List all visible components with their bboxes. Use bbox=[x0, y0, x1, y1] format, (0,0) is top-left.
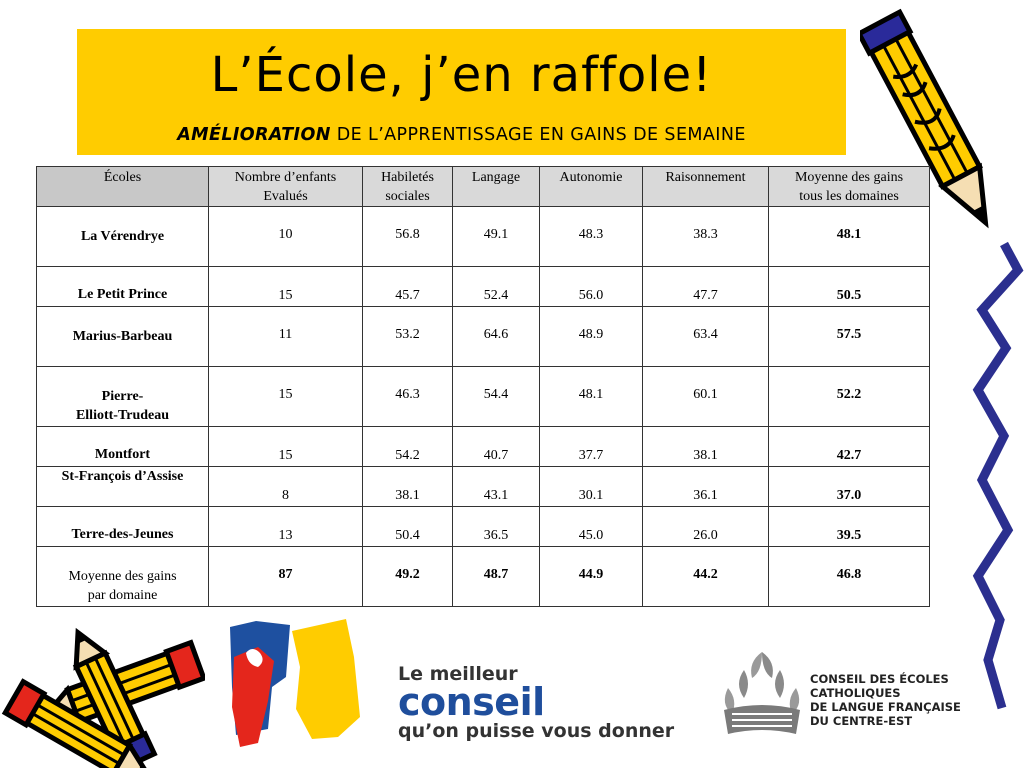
table-row bbox=[37, 207, 930, 267]
header-language: Langage bbox=[453, 167, 540, 207]
slogan-logo bbox=[398, 664, 674, 742]
cell-average: 39.5 bbox=[769, 507, 930, 547]
header-count bbox=[209, 167, 363, 207]
cell-count: 15 bbox=[209, 267, 363, 307]
cell-reasoning: 26.0 bbox=[643, 507, 769, 547]
cell-reasoning: 63.4 bbox=[643, 307, 769, 367]
header-average-line2: tous les domaines bbox=[799, 189, 899, 204]
cell-language: 64.6 bbox=[453, 307, 540, 367]
results-table bbox=[36, 166, 930, 607]
table-row bbox=[37, 367, 930, 427]
header-social-line2: sociales bbox=[385, 189, 430, 204]
header-social-line1: Habiletés bbox=[381, 170, 434, 185]
cell-reasoning: 36.1 bbox=[643, 467, 769, 507]
cell-social: 56.8 bbox=[363, 207, 453, 267]
board-line1: CONSEIL DES ÉCOLES bbox=[810, 672, 949, 686]
cell-social: 38.1 bbox=[363, 467, 453, 507]
cell-school: Marius-Barbeau bbox=[37, 307, 209, 367]
cell-autonomy: 30.1 bbox=[540, 467, 643, 507]
cell-average: 57.5 bbox=[769, 307, 930, 367]
cell-school: St-François d’Assise bbox=[37, 467, 209, 507]
cell-social: 50.4 bbox=[363, 507, 453, 547]
slogan-line3: qu’on puisse vous donner bbox=[398, 720, 675, 742]
board-logo bbox=[718, 648, 963, 740]
cell-autonomy: 48.9 bbox=[540, 307, 643, 367]
header-autonomy: Autonomie bbox=[540, 167, 643, 207]
subtitle-rest: DE L’APPRENTISSAGE EN GAINS DE SEMAINE bbox=[330, 125, 746, 145]
cell-school: Montfort bbox=[37, 427, 209, 467]
cell-school: Le Petit Prince bbox=[37, 267, 209, 307]
cell-average: 42.7 bbox=[769, 427, 930, 467]
footer-count: 87 bbox=[209, 547, 363, 607]
cell-count: 10 bbox=[209, 207, 363, 267]
cell-social: 46.3 bbox=[363, 367, 453, 427]
table-row bbox=[37, 467, 930, 507]
table-row bbox=[37, 427, 930, 467]
cell-average: 50.5 bbox=[769, 267, 930, 307]
board-name bbox=[810, 672, 961, 728]
cell-social: 54.2 bbox=[363, 427, 453, 467]
subtitle-lead: AMÉLIORATION bbox=[177, 125, 331, 145]
slogan-line1: Le meilleur bbox=[398, 663, 518, 685]
cell-language: 49.1 bbox=[453, 207, 540, 267]
cell-autonomy: 56.0 bbox=[540, 267, 643, 307]
cell-autonomy: 37.7 bbox=[540, 427, 643, 467]
table-row bbox=[37, 507, 930, 547]
cell-autonomy: 45.0 bbox=[540, 507, 643, 547]
cell-average: 37.0 bbox=[769, 467, 930, 507]
cell-count: 11 bbox=[209, 307, 363, 367]
footer-autonomy: 44.9 bbox=[540, 547, 643, 607]
slogan-line2: conseil bbox=[398, 680, 545, 724]
cell-reasoning: 38.3 bbox=[643, 207, 769, 267]
cell-school-line1: Pierre- bbox=[101, 389, 144, 404]
footer-average: 46.8 bbox=[769, 547, 930, 607]
cell-reasoning: 60.1 bbox=[643, 367, 769, 427]
header-count-line2: Evalués bbox=[263, 189, 308, 204]
cell-count: 15 bbox=[209, 427, 363, 467]
footer-language: 48.7 bbox=[453, 547, 540, 607]
board-line2: CATHOLIQUES bbox=[810, 686, 901, 700]
header-count-line1: Nombre d’enfants bbox=[234, 170, 337, 185]
page-title: L’École, j’en raffole! bbox=[210, 47, 713, 103]
cell-average: 48.1 bbox=[769, 207, 930, 267]
cell-count: 15 bbox=[209, 367, 363, 427]
cell-social: 53.2 bbox=[363, 307, 453, 367]
cell-language: 52.4 bbox=[453, 267, 540, 307]
footer-label bbox=[37, 547, 209, 607]
cell-count: 13 bbox=[209, 507, 363, 547]
footer-social: 49.2 bbox=[363, 547, 453, 607]
cell-reasoning: 38.1 bbox=[643, 427, 769, 467]
header-average bbox=[769, 167, 930, 207]
footer-label-line1: Moyenne des gains bbox=[68, 569, 177, 584]
cell-school: La Vérendrye bbox=[37, 207, 209, 267]
cell-social: 45.7 bbox=[363, 267, 453, 307]
cell-average: 52.2 bbox=[769, 367, 930, 427]
cell-language: 43.1 bbox=[453, 467, 540, 507]
table-row bbox=[37, 307, 930, 367]
cell-count: 8 bbox=[209, 467, 363, 507]
cell-language: 40.7 bbox=[453, 427, 540, 467]
squiggle-line bbox=[960, 240, 1024, 715]
cell-language: 36.5 bbox=[453, 507, 540, 547]
cell-reasoning: 47.7 bbox=[643, 267, 769, 307]
header-reasoning: Raisonnement bbox=[643, 167, 769, 207]
header-average-line1: Moyenne des gains bbox=[794, 170, 904, 185]
table-header-row bbox=[37, 167, 930, 207]
footer-reasoning: 44.2 bbox=[643, 547, 769, 607]
board-line3: DE LANGUE FRANÇAISE bbox=[810, 700, 961, 714]
cell-autonomy: 48.1 bbox=[540, 367, 643, 427]
cell-language: 54.4 bbox=[453, 367, 540, 427]
board-line4: DU CENTRE-EST bbox=[810, 714, 913, 728]
footer-label-line2: par domaine bbox=[87, 588, 158, 603]
cell-school-line2: Elliott-Trudeau bbox=[75, 408, 170, 423]
pencil-icon bbox=[0, 626, 205, 768]
cell-school bbox=[37, 367, 209, 427]
header-social bbox=[363, 167, 453, 207]
page-subtitle bbox=[77, 125, 846, 145]
title-banner bbox=[77, 29, 846, 155]
franco-ontarian-flag-logo bbox=[228, 617, 363, 751]
cell-school: Terre-des-Jeunes bbox=[37, 507, 209, 547]
table-row bbox=[37, 267, 930, 307]
header-school: Écoles bbox=[37, 167, 209, 207]
table-footer-row bbox=[37, 547, 930, 607]
board-emblem-logo bbox=[718, 648, 806, 740]
cell-autonomy: 48.3 bbox=[540, 207, 643, 267]
